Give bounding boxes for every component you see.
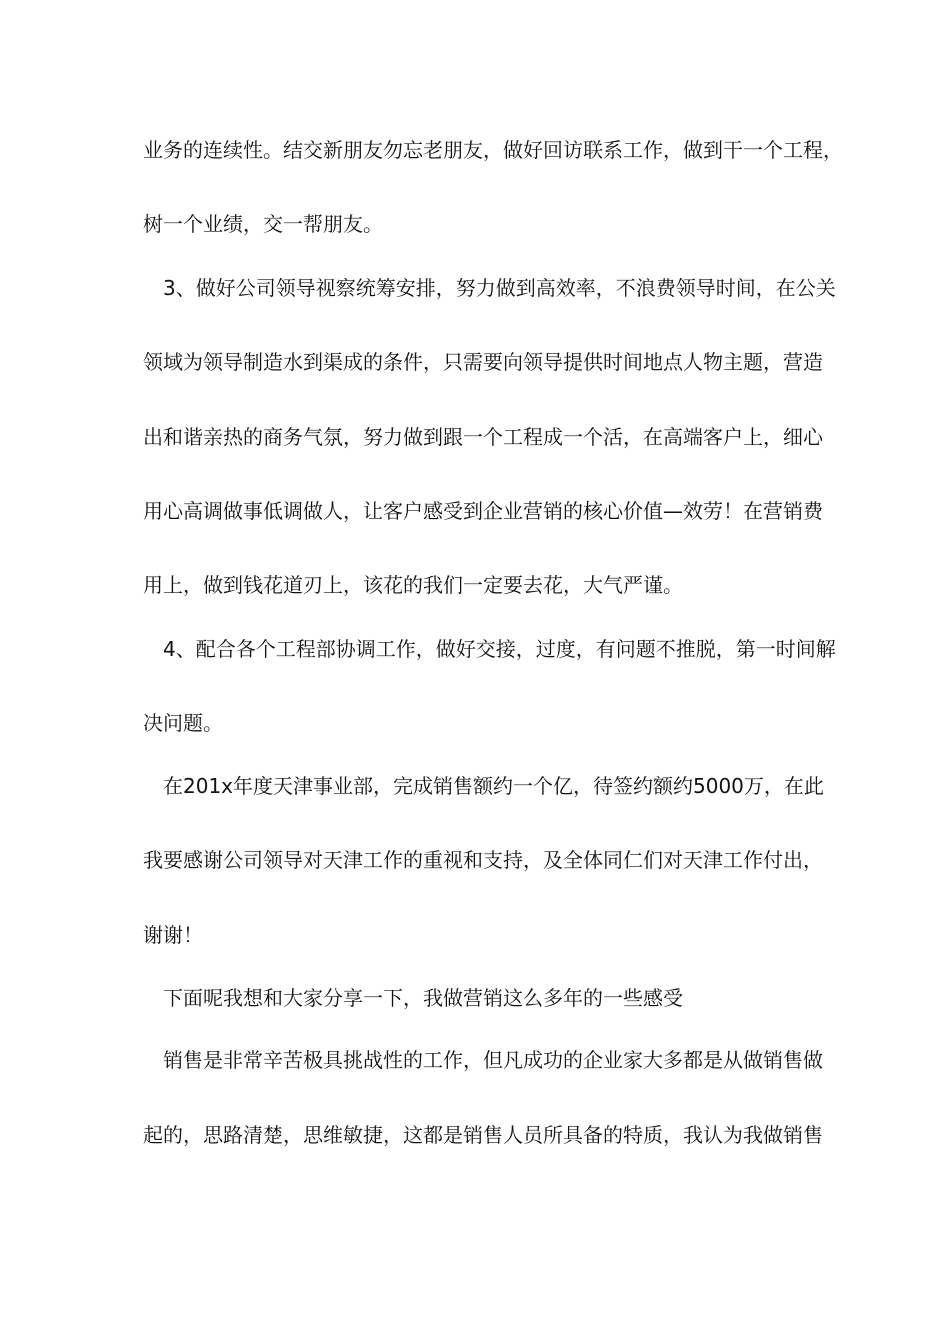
paragraph-line: 树一个业绩，交一帮朋友。 [143, 212, 383, 236]
paragraph-line: 销售是非常辛苦极具挑战性的工作，但凡成功的企业家大多都是从做销售做 [163, 1048, 823, 1072]
paragraph-line: 在201x年度天津事业部，完成销售额约一个亿，待签约额约5000万，在此 [163, 774, 824, 798]
paragraph-line: 我要感谢公司领导对天津工作的重视和支持，及全体同仁们对天津工作付出， [143, 848, 823, 872]
paragraph-line: 决问题。 [143, 711, 223, 735]
paragraph-line: 起的，思路清楚，思维敏捷，这都是销售人员所具备的特质，我认为我做销售 [143, 1123, 823, 1147]
paragraph-line: 用心高调做事低调做人，让客户感受到企业营销的核心价值—效劳！在营销费 [143, 499, 823, 523]
paragraph-line: 3、做好公司领导视察统筹安排，努力做到高效率，不浪费领导时间，在公关 [163, 276, 836, 300]
paragraph-line: 用上，做到钱花道刃上，该花的我们一定要去花，大气严谨。 [143, 573, 683, 597]
paragraph-line: 领域为领导制造水到渠成的条件，只需要向领导提供时间地点人物主题，营造 [143, 350, 823, 374]
paragraph-line: 业务的连续性。结交新朋友勿忘老朋友，做好回访联系工作，做到干一个工程， [143, 138, 843, 162]
paragraph-line: 4、配合各个工程部协调工作，做好交接，过度，有问题不推脱，第一时间解 [163, 637, 836, 661]
paragraph-line: 谢谢！ [143, 923, 203, 947]
paragraph-line: 出和谐亲热的商务气氛，努力做到跟一个工程成一个活，在高端客户上，细心 [143, 425, 823, 449]
paragraph-line: 下面呢我想和大家分享一下，我做营销这么多年的一些感受 [163, 986, 683, 1010]
